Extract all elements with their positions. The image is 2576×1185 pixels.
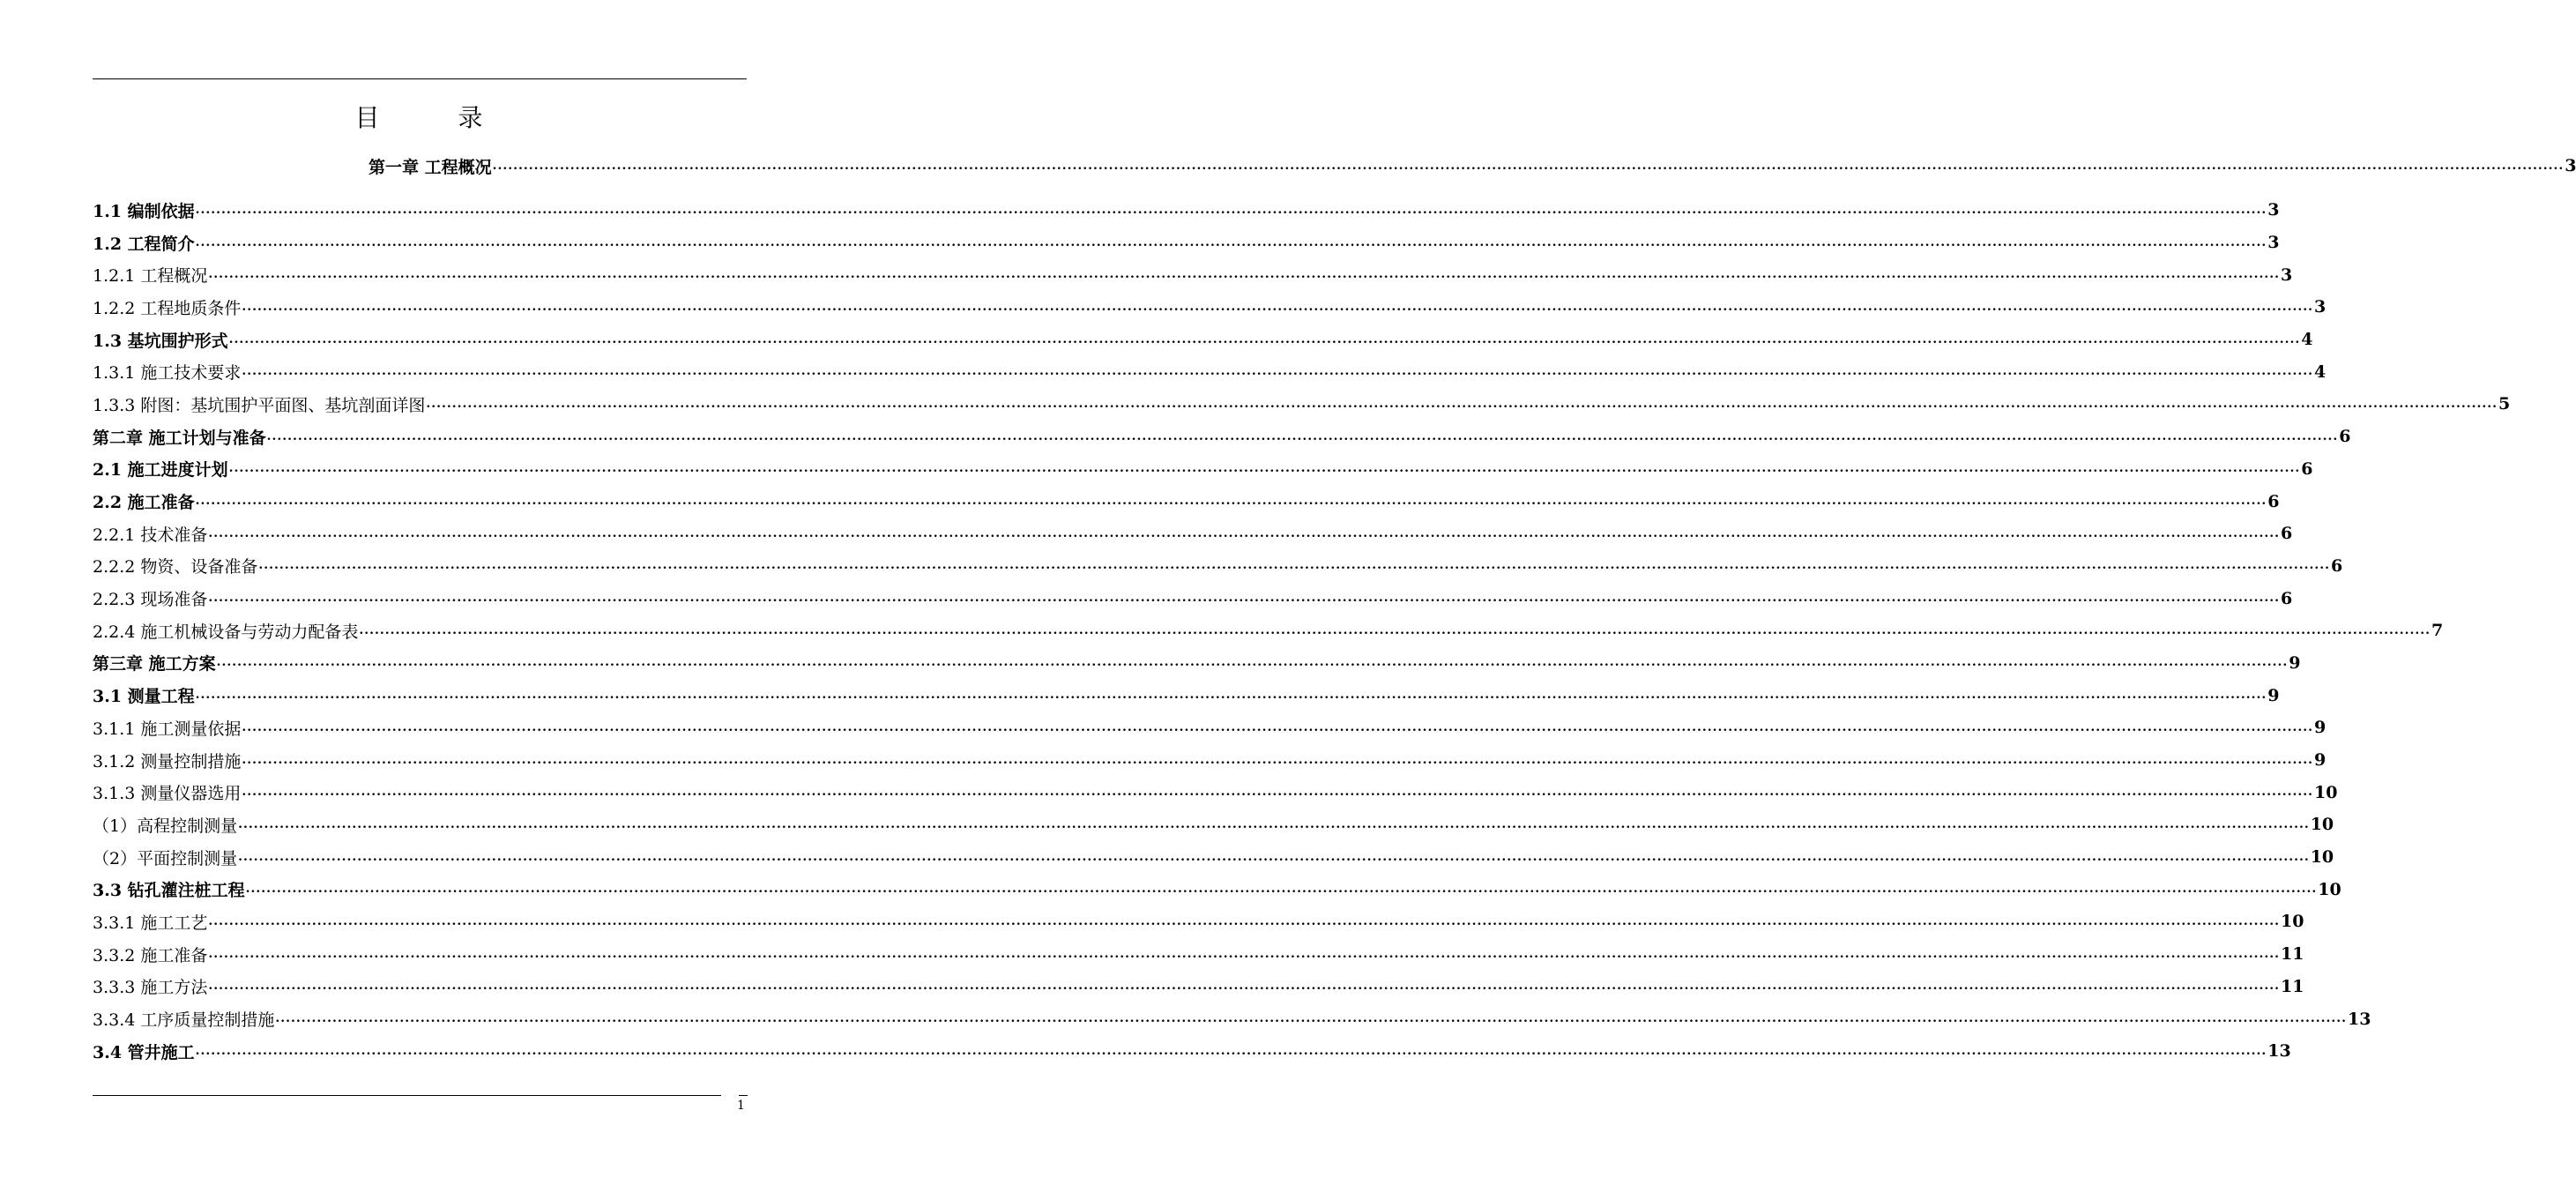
toc-dot-leader: ................................................................................................................................................................................................................................................................................................................................................................................................................	[208, 946, 2280, 961]
toc-entry-page: 6	[2267, 491, 2280, 511]
toc-entry-page: 3	[2267, 233, 2280, 253]
toc-entry[interactable]	[93, 421, 2351, 453]
toc-entry-page: 11	[2281, 976, 2304, 996]
toc-entry-label: 3.1.1 施工测量依据	[93, 719, 242, 739]
toc-entry[interactable]	[93, 227, 2280, 259]
toc-entry-page: 6	[2339, 427, 2351, 447]
toc-entry-label: （1）高程控制测量	[93, 816, 238, 836]
toc-dot-leader: ................................................................................................................................................................................................................................................................................................................................................................................................................	[242, 719, 2313, 734]
toc-entry-label: 3.3.4 工序质量控制措施	[93, 1010, 275, 1031]
toc-dot-leader: ................................................................................................................................................................................................................................................................................................................................................................................................................	[359, 622, 2431, 637]
toc-dot-leader: ................................................................................................................................................................................................................................................................................................................................................................................................................	[228, 461, 2301, 476]
toc-entry-page: 3	[2565, 156, 2576, 175]
toc-entry-page: 13	[2348, 1009, 2371, 1029]
toc-entry[interactable]	[93, 712, 2327, 744]
toc-entry[interactable]	[93, 744, 2327, 777]
toc-dot-leader: ................................................................................................................................................................................................................................................................................................................................................................................................................	[242, 752, 2313, 767]
page-number: 1	[737, 1099, 745, 1113]
toc-entry[interactable]	[93, 1035, 2291, 1068]
toc-entry-label: 3.3.2 施工准备	[93, 945, 208, 965]
toc-entry-label: 1.1 编制依据	[93, 201, 195, 221]
toc-dot-leader: ................................................................................................................................................................................................................................................................................................................................................................................................................	[238, 816, 2310, 831]
toc-entry[interactable]	[93, 615, 2444, 647]
toc-entry-page: 4	[2314, 361, 2327, 382]
toc-entry-label: 第一章 工程概况	[369, 157, 492, 177]
toc-entry-label: 1.2.2 工程地质条件	[93, 298, 242, 318]
toc-entry-page: 4	[2301, 330, 2313, 350]
toc-entry-label: 3.1.2 测量控制措施	[93, 751, 242, 771]
toc-dot-leader: ................................................................................................................................................................................................................................................................................................................................................................................................................	[266, 429, 2339, 443]
toc-entry[interactable]	[93, 938, 2304, 971]
toc-entry-label: 3.3.1 施工工艺	[93, 913, 208, 933]
table-of-contents	[93, 148, 2576, 1068]
toc-entry-page: 6	[2301, 458, 2313, 479]
toc-dot-leader: ................................................................................................................................................................................................................................................................................................................................................................................................................	[492, 158, 2565, 173]
toc-dot-leader: ................................................................................................................................................................................................................................................................................................................................................................................................................	[228, 332, 2301, 347]
toc-entry[interactable]	[93, 809, 2334, 841]
toc-entry[interactable]	[93, 324, 2313, 356]
toc-entry-page: 13	[2267, 1041, 2291, 1062]
toc-entry-page: 3	[2314, 297, 2327, 317]
toc-entry-page: 9	[2314, 718, 2327, 738]
toc-dot-leader: ................................................................................................................................................................................................................................................................................................................................................................................................................	[208, 267, 2280, 282]
toc-entry-page: 10	[2314, 782, 2338, 802]
toc-entry-page: 3	[2281, 265, 2293, 285]
toc-entry-page: 6	[2281, 524, 2293, 544]
toc-entry-label: 2.2.2 物资、设备准备	[93, 557, 258, 578]
toc-dot-leader: ................................................................................................................................................................................................................................................................................................................................................................................................................	[195, 494, 2267, 509]
toc-entry-page: 9	[2289, 652, 2301, 673]
toc-entry-page: 10	[2310, 847, 2334, 868]
toc-entry[interactable]	[93, 194, 2280, 227]
toc-entry[interactable]	[93, 776, 2338, 809]
toc-dot-leader: ................................................................................................................................................................................................................................................................................................................................................................................................................	[275, 1011, 2347, 1026]
footer-rule	[93, 1095, 721, 1096]
toc-dot-leader: ................................................................................................................................................................................................................................................................................................................................................................................................................	[258, 558, 2330, 573]
toc-entry-page: 10	[2310, 815, 2334, 835]
toc-entry-label: 第三章 施工方案	[93, 654, 216, 674]
toc-entry-page: 3	[2267, 200, 2280, 220]
toc-entry[interactable]	[93, 291, 2327, 324]
toc-entry-page: 9	[2314, 750, 2327, 771]
toc-entry-label: 2.2.1 技术准备	[93, 525, 208, 545]
toc-entry[interactable]	[93, 388, 2511, 421]
toc-entry-page: 11	[2281, 944, 2304, 965]
toc-entry[interactable]	[93, 258, 2293, 291]
toc-dot-leader: ................................................................................................................................................................................................................................................................................................................................................................................................................	[208, 591, 2280, 606]
toc-dot-leader: ................................................................................................................................................................................................................................................................................................................................................................................................................	[245, 882, 2318, 897]
toc-entry[interactable]	[93, 906, 2304, 938]
footer-page-mark	[739, 1095, 748, 1096]
toc-entry[interactable]	[93, 148, 2576, 183]
toc-entry-label: 1.3.3 附图：基坑围护平面图、基坑剖面详图	[93, 395, 426, 415]
toc-entry[interactable]	[93, 679, 2280, 712]
toc-dot-leader: ................................................................................................................................................................................................................................................................................................................................................................................................................	[238, 849, 2310, 864]
toc-entry-label: 3.1.3 测量仪器选用	[93, 784, 242, 804]
toc-dot-leader: ................................................................................................................................................................................................................................................................................................................................................................................................................	[195, 688, 2267, 703]
toc-entry-label: 2.2 施工准备	[93, 493, 195, 513]
toc-dot-leader: ................................................................................................................................................................................................................................................................................................................................................................................................................	[216, 655, 2289, 670]
toc-entry-label: 1.3 基坑围护形式	[93, 331, 228, 351]
toc-entry-page: 6	[2281, 588, 2293, 608]
toc-entry-page: 7	[2431, 621, 2444, 641]
toc-entry[interactable]	[93, 1002, 2371, 1035]
toc-entry-label: 3.4 管井施工	[93, 1042, 195, 1062]
toc-dot-leader: ................................................................................................................................................................................................................................................................................................................................................................................................................	[195, 235, 2267, 250]
toc-dot-leader: ................................................................................................................................................................................................................................................................................................................................................................................................................	[242, 364, 2313, 379]
toc-dot-leader: ................................................................................................................................................................................................................................................................................................................................................................................................................	[208, 913, 2280, 928]
toc-entry-page: 10	[2281, 912, 2304, 932]
toc-entry-label: 3.3 钻孔灌注桩工程	[93, 881, 245, 901]
toc-entry-label: （2）平面控制测量	[93, 848, 238, 868]
toc-entry-label: 2.2.4 施工机械设备与劳动力配备表	[93, 622, 359, 642]
toc-entry-label: 2.2.3 现场准备	[93, 590, 208, 610]
toc-dot-leader: ................................................................................................................................................................................................................................................................................................................................................................................................................	[208, 979, 2280, 994]
toc-entry-label: 1.2 工程简介	[93, 234, 195, 254]
toc-entry-label: 第二章 施工计划与准备	[93, 428, 266, 448]
toc-entry-label: 1.2.1 工程概况	[93, 266, 208, 287]
toc-title: 目 录	[354, 103, 518, 132]
toc-dot-leader: ................................................................................................................................................................................................................................................................................................................................................................................................................	[195, 1043, 2267, 1058]
toc-entry-label: 1.3.1 施工技术要求	[93, 363, 242, 384]
toc-entry[interactable]	[93, 550, 2343, 583]
toc-entry-label: 2.1 施工进度计划	[93, 460, 228, 481]
toc-entry[interactable]	[93, 841, 2334, 874]
toc-entry[interactable]	[93, 647, 2301, 680]
toc-entry-page: 6	[2331, 555, 2343, 576]
toc-entry-page: 5	[2498, 394, 2511, 414]
toc-entry-label: 3.1 测量工程	[93, 687, 195, 707]
toc-entry[interactable]	[93, 518, 2293, 550]
toc-dot-leader: ................................................................................................................................................................................................................................................................................................................................................................................................................	[208, 525, 2280, 540]
toc-dot-leader: ................................................................................................................................................................................................................................................................................................................................................................................................................	[426, 396, 2498, 411]
toc-entry[interactable]	[93, 355, 2327, 388]
toc-entry-page: 9	[2267, 685, 2280, 705]
toc-entry[interactable]	[93, 582, 2293, 615]
toc-dot-leader: ................................................................................................................................................................................................................................................................................................................................................................................................................	[242, 785, 2313, 800]
toc-dot-leader: ................................................................................................................................................................................................................................................................................................................................................................................................................	[242, 299, 2313, 314]
toc-entry[interactable]	[93, 971, 2304, 1003]
toc-entry-page: 10	[2318, 879, 2341, 899]
toc-entry[interactable]	[93, 873, 2341, 906]
toc-entry[interactable]	[93, 453, 2313, 486]
toc-entry[interactable]	[93, 485, 2280, 518]
header-rule	[93, 78, 747, 79]
toc-dot-leader: ................................................................................................................................................................................................................................................................................................................................................................................................................	[195, 202, 2267, 217]
toc-entry-label: 3.3.3 施工方法	[93, 978, 208, 998]
